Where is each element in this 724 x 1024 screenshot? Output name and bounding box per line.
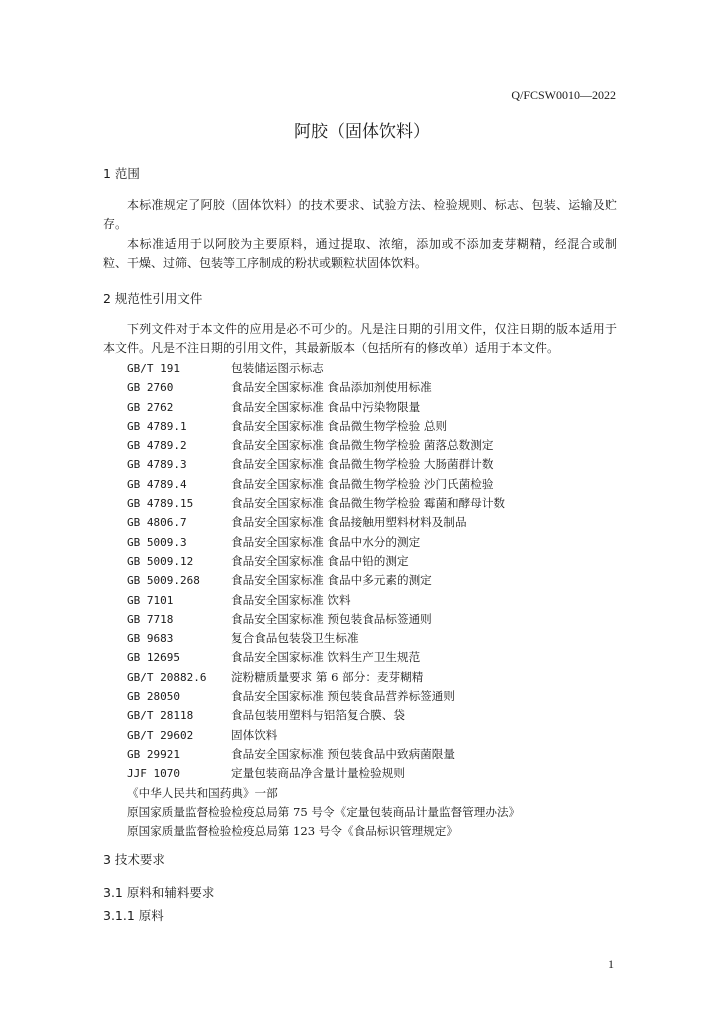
reference-regulation: 《中华人民共和国药典》一部 — [127, 785, 278, 800]
reference-item — [127, 513, 627, 532]
reference-title: 包装储运图示标志 — [231, 361, 324, 375]
reference-title: 食品安全国家标准 食品微生物学检验 总则 — [231, 418, 448, 433]
reference-item — [127, 417, 627, 436]
reference-title: 食品包装用塑料与铝箔复合膜、袋 — [231, 708, 405, 723]
reference-item — [127, 436, 627, 455]
subsection-heading-materials: 3.1 原料和辅料要求 — [103, 885, 215, 900]
reference-item — [127, 378, 627, 397]
reference-code: GB 5009.3 — [127, 535, 187, 549]
reference-item — [127, 455, 627, 474]
reference-regulation: 原国家质量监督检验检疫总局第 123 号令《食品标识管理规定》 — [127, 824, 458, 839]
reference-item — [127, 591, 627, 610]
scope-paragraph-2: 本标准适用于以阿胶为主要原料，通过提取、浓缩，添加或不添加麦芽糊精，经混合或制粒、干燥、过筛、包装等工序制成的粉状或颗粒状固体饮料。 — [103, 237, 617, 270]
section-heading-technical-requirements: 3 技术要求 — [103, 852, 165, 867]
reference-code: GB/T 20882.6 — [127, 670, 207, 684]
reference-code: GB 5009.268 — [127, 574, 200, 588]
reference-title: 食品安全国家标准 食品中污染物限量 — [231, 399, 421, 414]
reference-code: GB 7101 — [127, 593, 174, 607]
reference-item — [127, 552, 627, 571]
reference-code: GB/T 28118 — [127, 709, 194, 723]
reference-title: 复合食品包装袋卫生标准 — [231, 631, 359, 646]
reference-item — [127, 706, 627, 725]
scope-paragraph-1: 本标准规定了阿胶（固体饮料）的技术要求、试验方法、检验规则、标志、包装、运输及贮存。 — [103, 198, 617, 231]
reference-code: GB 4789.3 — [127, 458, 187, 472]
reference-title: 定量包装商品净含量计量检验规则 — [231, 766, 405, 781]
reference-item — [127, 687, 627, 706]
reference-title: 食品安全国家标准 食品添加剂使用标准 — [231, 380, 432, 395]
subsection-heading-raw-materials: 3.1.1 原料 — [103, 908, 164, 923]
reference-item — [127, 494, 627, 513]
reference-title: 食品安全国家标准 饮料生产卫生规范 — [231, 650, 421, 665]
reference-title: 食品安全国家标准 食品中铅的测定 — [231, 553, 409, 568]
section-heading-normative-references: 2 规范性引用文件 — [103, 291, 203, 306]
reference-code: GB 12695 — [127, 651, 180, 665]
reference-code: GB 2762 — [127, 400, 174, 414]
section-heading-scope: 1 范围 — [103, 166, 140, 181]
reference-code: GB 29921 — [127, 747, 180, 761]
reference-title: 食品安全国家标准 食品接触用塑料材料及制品 — [231, 515, 467, 530]
reference-item — [127, 398, 627, 417]
page-number: 1 — [608, 957, 614, 971]
reference-title: 食品安全国家标准 食品微生物学检验 霉菌和酵母计数 — [231, 496, 506, 511]
reference-code: GB 4789.2 — [127, 439, 187, 453]
reference-item — [127, 668, 627, 687]
document-title: 阿胶（固体饮料） — [294, 122, 430, 142]
reference-code: GB 4789.15 — [127, 497, 194, 511]
reference-code: GB 4789.4 — [127, 477, 187, 491]
reference-item — [127, 629, 627, 648]
reference-code: GB 4789.1 — [127, 419, 187, 433]
reference-list — [127, 359, 627, 841]
reference-item — [127, 745, 627, 764]
reference-code: GB 7718 — [127, 612, 174, 626]
reference-code: JJF 1070 — [127, 767, 180, 781]
reference-code: GB 4806.7 — [127, 516, 187, 530]
reference-item — [127, 610, 627, 629]
reference-title: 固体饮料 — [231, 727, 278, 742]
reference-code: GB/T 191 — [127, 362, 180, 375]
reference-title: 食品安全国家标准 食品中水分的测定 — [231, 534, 421, 549]
reference-item — [127, 648, 627, 667]
reference-regulation: 原国家质量监督检验检疫总局第 75 号令《定量包装商品计量监督管理办法》 — [127, 804, 521, 819]
reference-code: GB 2760 — [127, 381, 174, 395]
reference-item — [127, 533, 627, 552]
reference-title: 食品安全国家标准 食品微生物学检验 沙门氏菌检验 — [231, 476, 494, 491]
reference-title: 淀粉糖质量要求 第 6 部分：麦芽糊精 — [231, 669, 424, 684]
reference-title: 食品安全国家标准 食品微生物学检验 菌落总数测定 — [231, 438, 494, 453]
reference-code: GB 5009.12 — [127, 554, 194, 568]
reference-code: GB 28050 — [127, 690, 180, 704]
reference-title: 食品安全国家标准 预包装食品标签通则 — [231, 611, 432, 626]
reference-title: 食品安全国家标准 食品微生物学检验 大肠菌群计数 — [231, 457, 494, 472]
reference-item — [127, 571, 627, 590]
reference-title: 食品安全国家标准 预包装食品中致病菌限量 — [231, 746, 455, 761]
reference-code: GB 9683 — [127, 632, 174, 646]
reference-item — [127, 726, 627, 745]
references-intro-paragraph: 下列文件对于本文件的应用是必不可少的。凡是注日期的引用文件，仅注日期的版本适用于本文件。凡是不注日期的引用文件，其最新版本（包括所有的修改单）适用于本文件。 — [103, 322, 617, 355]
reference-title: 食品安全国家标准 饮料 — [231, 592, 351, 607]
reference-item — [127, 475, 627, 494]
reference-title: 食品安全国家标准 预包装食品营养标签通则 — [231, 689, 455, 704]
reference-item — [127, 359, 627, 378]
reference-item — [127, 764, 627, 783]
reference-code: GB/T 29602 — [127, 728, 194, 742]
reference-title: 食品安全国家标准 食品中多元素的测定 — [231, 573, 432, 588]
document-code: Q/FCSW0010—2022 — [511, 88, 616, 102]
